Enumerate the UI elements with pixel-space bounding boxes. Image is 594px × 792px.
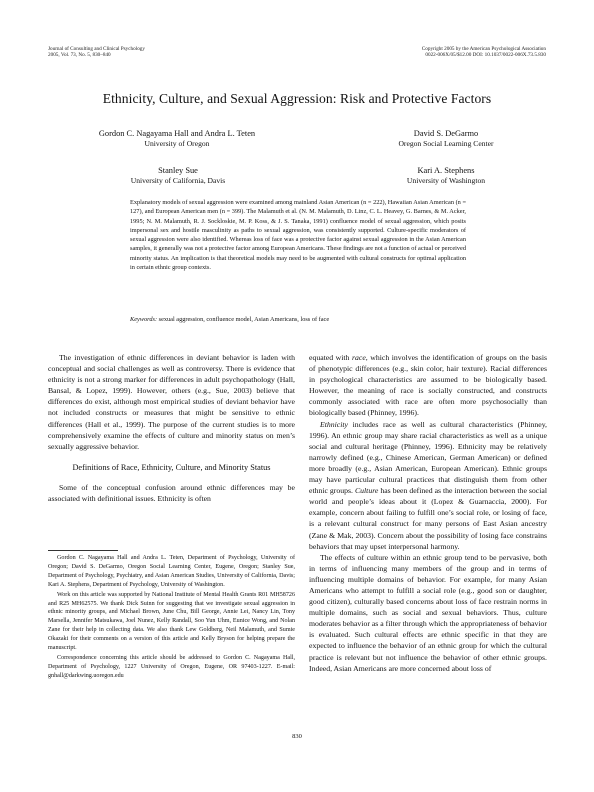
author-affiliation: University of Oregon (144, 138, 210, 148)
journal-name: Journal of Consulting and Clinical Psychology (48, 46, 145, 52)
copyright-line: Copyright 2005 by the American Psychological Association (421, 46, 546, 52)
ethnicity-paragraph (309, 419, 547, 552)
text-span: equated with (309, 353, 352, 362)
text-span: has been defined as the interaction between the social world and people’s ideas about it (Lopez & Guarnaccia, 2000). For example, concern about failing to fulfill one’s social role, or losing of face, is a relevant cultural construct for many persons of East Asian ancestry (Zane & Mak, 2003). Concern about the possibility of losing face constrains behaviors that may upset interpersonal harmony. (309, 486, 547, 551)
page-number: 830 (292, 733, 302, 740)
article-title: Ethnicity, Culture, and Sexual Aggression: Risk and Protective Factors (102, 91, 492, 106)
keywords-text: sexual aggression, confluence model, Asian Americans, loss of face (158, 316, 330, 323)
journal-header-left (48, 46, 145, 59)
emphasis-ethnicity: Ethnicity (320, 419, 348, 429)
footnote-correspondence: Correspondence concerning this article should be addressed to Gordon C. Nagayama Hall, Department of Psychology, 1227 University of Oregon, Eugene, OR 97403-1227. E-mail: gnhall@darkwing.uoregon.edu (48, 654, 295, 679)
right-column (309, 352, 547, 674)
author-affiliation: Oregon Social Learning Center (398, 138, 494, 148)
intro-paragraph: The investigation of ethnic differences in deviant behavior is laden with conceptual and social challenges as well as controversy. There is evidence that ethnicity is not a strong marker for differences in adult psychopathology (Hall, Bansal, & Lopez, 1999). However, others (e.g., Sue, 2003) believe that differences do exist, although most empirical studies of deviant behavior have not included constructs or measures that might be sensitive to ethnic differences (Hall et al., 1999). The purpose of the current studies is to more comprehensively examine the effects of culture and minority status on men’s sexually aggressive behavior. (48, 353, 295, 451)
author-affiliation: University of Washington (406, 175, 486, 185)
left-column (48, 352, 295, 504)
text-span: which involves the identification of groups on the basis of phenotypic differences (e.g., skin color, hair texture). Racial differences in psychological characteristics are assumed to be biologically based. However, the meaning of race is socially constructed, and constructs commonly associated with race are often more psychosocially than biologically based (Phinney, 1996). (309, 353, 547, 418)
abstract: Explanatory models of sexual aggression were examined among mainland Asian American (n = 222), Hawaiian Asian American (n = 127), and European American men (n = 399). The Malamuth et al. (N. M. Malamuth, D. Linz, C. L. Heavey, G. Barnes, & M. Acker, 1995; N. M. Malamuth, R. J. Sockloskie, M. P. Koss, & J. S. Tanaka, 1991) confluence model of sexual aggression, which posits impersonal sex and hostile masculinity as paths to sexual aggression, was consistently supported. Culture-specific moderators of sexual aggression were also identified. Whereas loss of face was a protective factor against sexual aggression in the Asian American samples, it generally was not a protective factor among European Americans. These findings are not a function of actual or perceived minority status. An implication is that theoretical models may need to be augmented with cultural constructs for optimal application in certain ethnic group contexts. (130, 199, 466, 272)
author-block-2 (346, 129, 546, 148)
author-block-3 (76, 166, 280, 185)
section-paragraph: Some of the conceptual confusion around ethnic differences may be associated with definitional issues. Ethnicity is often (48, 482, 295, 503)
culture-effects-paragraph: The effects of culture within an ethnic group tend to be pervasive, both in terms of influencing many members of the group and in terms of influencing multiple domains of behavior. For example, for many Asian Americans who attempt to fulfill a social role (e.g., good son or daughter, good citizen), culturally based concerns about loss of face restrain norms in multiple domains, such as social and sexual behaviors. Thus, culture moderates behavior as a filter through which the appropriateness of behavior is evaluated. Such cultural effects are ethnic specific in that they are expected to influence the behavior of an ethnic group for which the cultural practice is relevant but not influence the behavior of other ethnic groups. Indeed, Asian Americans are more concerned about loss of (309, 552, 548, 673)
author-name: David S. DeGarmo (413, 129, 479, 138)
author-name: Kari A. Stephens (417, 166, 475, 175)
author-affiliation: University of California, Davis (130, 175, 226, 185)
text-span: includes race as well as cultural characteristics (Phinney, 1996). An ethnic group may share racial characteristics as well as a unique social and cultural heritage (Phinney, 1996). Ethnicity may be relatively narrowly defined (e.g., Chinese American, German American) or defined more broadly (e.g., Asian American, European American). Ethnic groups may have particular cultural practices that distinguish them from other ethnic groups. (309, 419, 547, 496)
race-paragraph (309, 352, 547, 419)
journal-volume: 2005, Vol. 73, No. 5, 830–840 (48, 52, 111, 59)
journal-header-right (422, 46, 546, 59)
author-name: Stanley Sue (158, 166, 198, 175)
emphasis-culture: Culture (354, 486, 379, 496)
keywords-line (130, 316, 466, 323)
doi-line: 0022-006X/05/$12.00 DOI: 10.1037/0022-006X.73.5.830 (425, 52, 546, 59)
emphasis-race: race, (352, 353, 368, 362)
keywords-label: Keywords: (130, 316, 158, 323)
section-heading: Definitions of Race, Ethnicity, Culture, and Minority Status (72, 462, 271, 472)
footnote-rule (48, 550, 118, 551)
footnotes (48, 554, 295, 682)
author-name: Gordon C. Nagayama Hall and Andra L. Teten (98, 129, 256, 138)
author-block-4 (346, 166, 546, 185)
author-block-1 (48, 129, 306, 148)
footnote-acknowledgments: Work on this article was supported by National Institute of Mental Health Grants R01 MH58726 and R25 MH62575. We thank Dick Suinn for suggesting that we investigate sexual aggression in ethnic minority groups, and Michael Brown, June Chu, Bill George, Annie Lei, Nancy Lin, Tony Marsella, Jennifer Matsukawa, Joel Nunez, Kelly Randall, Soo Yun Uhm, Eunice Wong, and Nolan Zane for their help in collecting data. We also thank Lew Goldberg, Neil Malamuth, and Sumie Okazaki for their comments on a version of this article and Kelly Bryson for helping prepare the manuscript. (48, 591, 295, 652)
footnote-affiliations: Gordon C. Nagayama Hall and Andra L. Teten, Department of Psychology, University of Oregon; David S. DeGarmo, Oregon Social Learning Center, Eugene, Oregon; Stanley Sue, Department of Psychology, Psychiatry, and Asian American Studies, University of California, Davis; Kari A. Stephens, Department of Psychology, University of Washington. (48, 555, 295, 588)
